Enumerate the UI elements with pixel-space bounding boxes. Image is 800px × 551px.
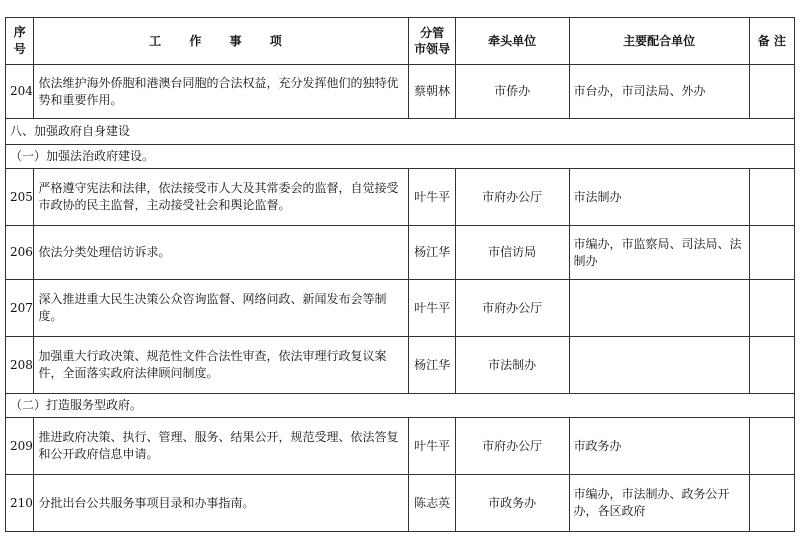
row-coop — [569, 337, 749, 394]
section-heading: 八、加强政府自身建设 — [6, 119, 795, 145]
header-note: 备 注 — [749, 18, 794, 65]
table-row — [6, 337, 795, 394]
table-row — [6, 280, 795, 337]
table-header-row — [6, 18, 795, 65]
row-lead: 叶牛平 — [409, 169, 455, 226]
subsection-heading: （一）加强法治政府建设。 — [6, 145, 795, 169]
header-coop: 主要配合单位 — [569, 18, 749, 65]
table-row — [6, 169, 795, 226]
row-unit: 市信访局 — [455, 226, 569, 280]
subsection-row — [6, 394, 795, 418]
row-task: 深入推进重大民生决策公众咨询监督、网络问政、新闻发布会等制度。 — [34, 280, 409, 337]
header-unit: 牵头单位 — [455, 18, 569, 65]
row-no: 209 — [6, 418, 34, 475]
header-lead: 分管 市领导 — [409, 18, 455, 65]
table-row — [6, 475, 795, 532]
row-note — [749, 475, 794, 532]
row-task: 依法分类处理信访诉求。 — [34, 226, 409, 280]
row-lead: 叶牛平 — [409, 418, 455, 475]
row-lead: 杨江华 — [409, 337, 455, 394]
row-no: 207 — [6, 280, 34, 337]
row-no: 204 — [6, 65, 34, 119]
row-coop — [569, 280, 749, 337]
row-coop: 市政务办 — [569, 418, 749, 475]
row-coop: 市编办，市监察局、司法局、法制办 — [569, 226, 749, 280]
row-unit: 市府办公厅 — [455, 418, 569, 475]
header-task: 工 作 事 项 — [34, 18, 409, 65]
row-coop: 市台办，市司法局、外办 — [569, 65, 749, 119]
row-unit: 市法制办 — [455, 337, 569, 394]
row-no: 210 — [6, 475, 34, 532]
row-coop: 市法制办 — [569, 169, 749, 226]
table-row — [6, 65, 795, 119]
table-row — [6, 418, 795, 475]
row-note — [749, 418, 794, 475]
work-items-table — [5, 17, 795, 532]
row-note — [749, 226, 794, 280]
row-task: 分批出台公共服务事项目录和办事指南。 — [34, 475, 409, 532]
row-unit: 市府办公厅 — [455, 169, 569, 226]
row-no: 206 — [6, 226, 34, 280]
row-lead: 叶牛平 — [409, 280, 455, 337]
row-lead: 杨江华 — [409, 226, 455, 280]
row-note — [749, 280, 794, 337]
section-heading-row — [6, 119, 795, 145]
row-no: 205 — [6, 169, 34, 226]
row-task: 严格遵守宪法和法律，依法接受市人大及其常委会的监督，自觉接受市政协的民主监督，主动接受社会和舆论监督。 — [34, 169, 409, 226]
row-lead: 陈志英 — [409, 475, 455, 532]
table-row — [6, 226, 795, 280]
row-note — [749, 337, 794, 394]
row-note — [749, 169, 794, 226]
row-unit: 市政务办 — [455, 475, 569, 532]
subsection-heading: （二）打造服务型政府。 — [6, 394, 795, 418]
row-no: 208 — [6, 337, 34, 394]
row-lead: 蔡朝林 — [409, 65, 455, 119]
subsection-row — [6, 145, 795, 169]
header-no: 序号 — [6, 18, 34, 65]
row-note — [749, 65, 794, 119]
row-coop: 市编办，市法制办、政务公开办，各区政府 — [569, 475, 749, 532]
row-task: 推进政府决策、执行、管理、服务、结果公开，规范受理、依法答复和公开政府信息申请。 — [34, 418, 409, 475]
row-unit: 市府办公厅 — [455, 280, 569, 337]
row-task: 加强重大行政决策、规范性文件合法性审查，依法审理行政复议案件，全面落实政府法律顾问制度。 — [34, 337, 409, 394]
row-task: 依法维护海外侨胞和港澳台同胞的合法权益，充分发挥他们的独特优势和重要作用。 — [34, 65, 409, 119]
row-unit: 市侨办 — [455, 65, 569, 119]
